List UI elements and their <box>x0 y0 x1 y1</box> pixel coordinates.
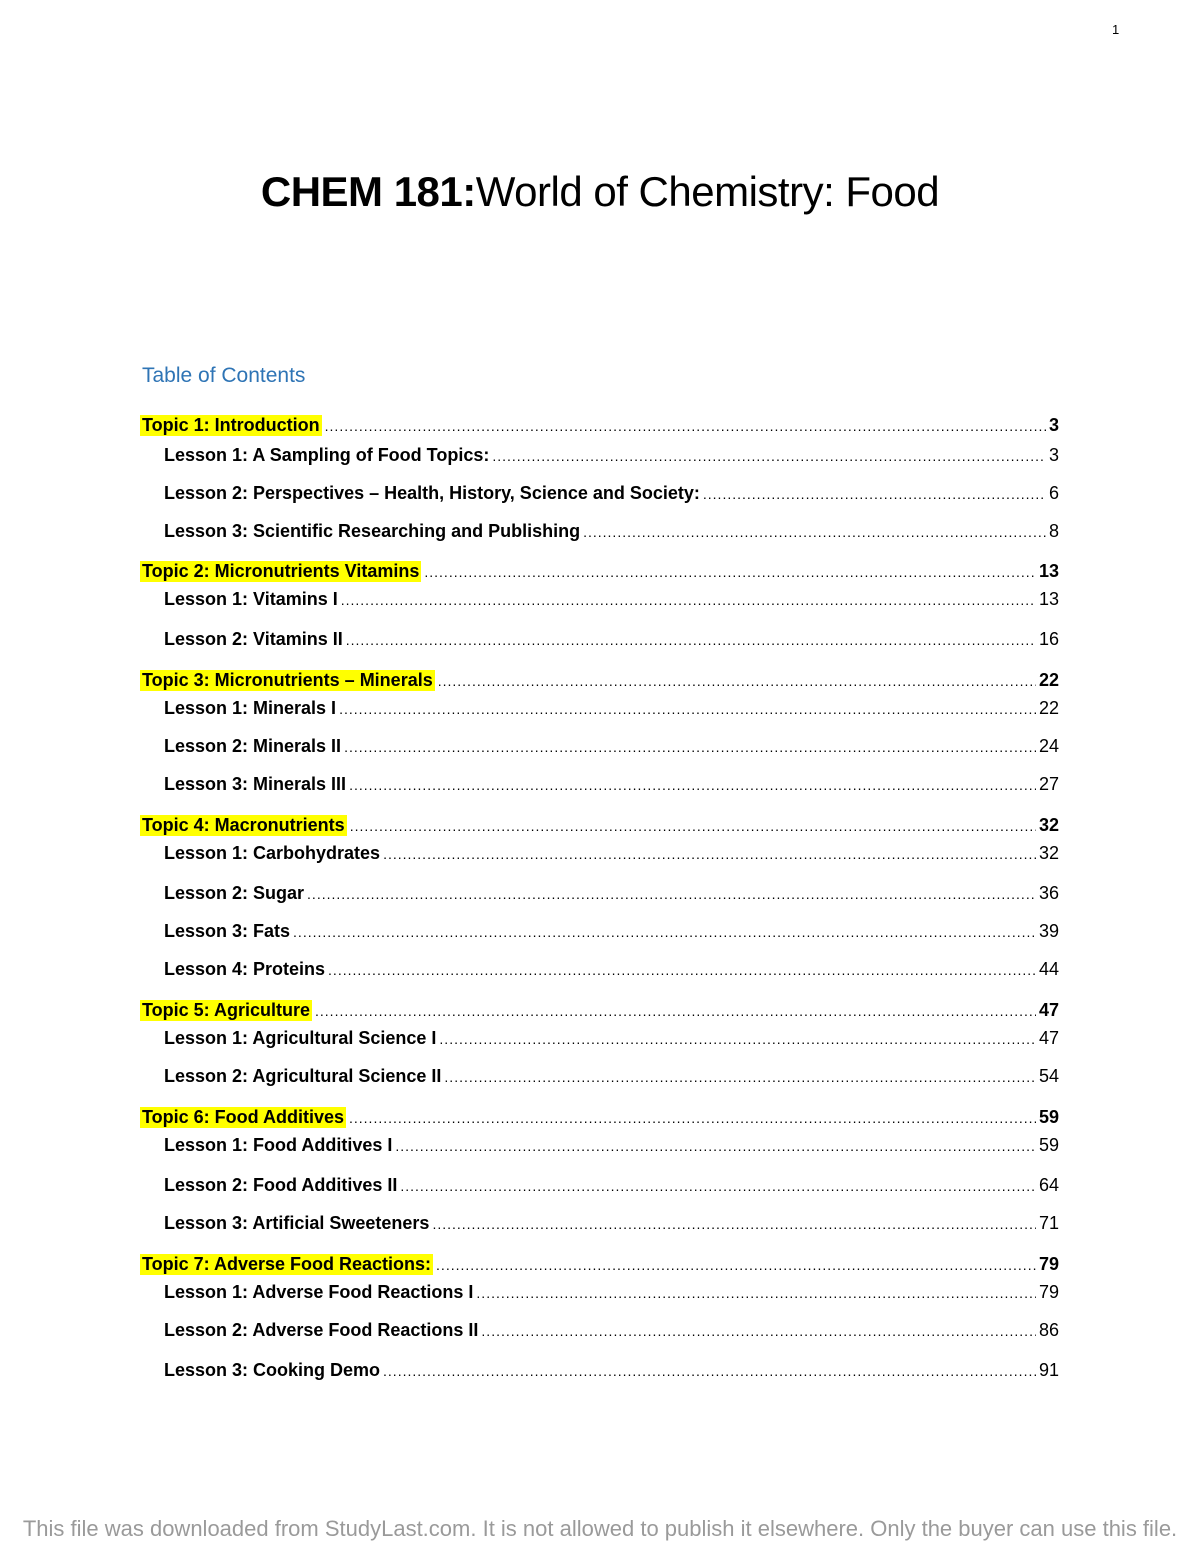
dot-leader <box>492 448 1046 464</box>
toc-lesson-entry[interactable] <box>164 843 1059 864</box>
dot-leader <box>349 1110 1036 1126</box>
lesson-label: Lesson 1: Vitamins I <box>164 589 338 609</box>
lesson-label: Lesson 2: Perspectives – Health, History, Science and Society: <box>164 483 700 503</box>
dot-leader <box>346 632 1036 648</box>
page-reference: 64 <box>1038 1175 1059 1195</box>
lesson-label: Lesson 1: A Sampling of Food Topics: <box>164 445 490 465</box>
page-reference: 27 <box>1038 774 1059 794</box>
lesson-label: Lesson 3: Scientific Researching and Publishing <box>164 521 581 541</box>
dot-leader <box>703 486 1046 502</box>
dot-leader <box>350 818 1036 834</box>
dot-leader <box>349 777 1036 793</box>
toc-lesson-entry[interactable] <box>164 589 1059 610</box>
page-reference: 6 <box>1048 483 1059 503</box>
toc-lesson-entry[interactable] <box>164 1028 1059 1049</box>
dot-leader <box>476 1285 1036 1301</box>
page-reference: 22 <box>1038 670 1059 690</box>
dot-leader <box>325 418 1046 434</box>
page-number: 1 <box>1112 22 1120 37</box>
page-reference: 8 <box>1048 521 1059 541</box>
page-reference: 32 <box>1038 843 1059 863</box>
toc-lesson-entry[interactable] <box>164 1175 1059 1196</box>
course-subtitle: World of Chemistry: Food <box>475 168 940 215</box>
dot-leader <box>583 524 1046 540</box>
toc-lesson-entry[interactable] <box>164 959 1059 980</box>
lesson-label: Lesson 4: Proteins <box>164 959 326 979</box>
dot-leader <box>293 924 1036 940</box>
dot-leader <box>307 886 1036 902</box>
topic-label: Topic 4: Macronutrients <box>142 815 345 835</box>
lesson-label: Lesson 2: Minerals II <box>164 736 342 756</box>
dot-leader <box>439 1031 1036 1047</box>
dot-leader <box>444 1069 1036 1085</box>
topic-label: Topic 3: Micronutrients – Minerals <box>142 670 433 690</box>
toc-topic-entry[interactable] <box>142 561 1059 582</box>
lesson-label: Lesson 2: Agricultural Science II <box>164 1066 442 1086</box>
dot-leader <box>400 1178 1036 1194</box>
lesson-label: Lesson 2: Food Additives II <box>164 1175 398 1195</box>
dot-leader <box>344 739 1036 755</box>
page-reference: 79 <box>1038 1282 1059 1302</box>
lesson-label: Lesson 3: Cooking Demo <box>164 1360 381 1380</box>
page-reference: 86 <box>1038 1320 1059 1340</box>
page-reference: 71 <box>1038 1213 1059 1233</box>
toc-lesson-entry[interactable] <box>164 483 1059 504</box>
page-reference: 13 <box>1038 589 1059 609</box>
toc-lesson-entry[interactable] <box>164 1320 1059 1341</box>
page-reference: 16 <box>1038 629 1059 649</box>
dot-leader <box>383 1363 1036 1379</box>
lesson-label: Lesson 2: Vitamins II <box>164 629 343 649</box>
toc-topic-entry[interactable] <box>142 1254 1059 1275</box>
toc-topic-entry[interactable] <box>142 1107 1059 1128</box>
page-reference: 39 <box>1038 921 1059 941</box>
download-notice: This file was downloaded from StudyLast.com. It is not allowed to publish it elsewhere. Only the buyer can use this file. <box>22 1516 1178 1541</box>
toc-lesson-entry[interactable] <box>164 629 1059 650</box>
lesson-label: Lesson 1: Adverse Food Reactions I <box>164 1282 474 1302</box>
page-reference: 13 <box>1038 561 1059 581</box>
toc-lesson-entry[interactable] <box>164 521 1059 542</box>
lesson-label: Lesson 1: Carbohydrates <box>164 843 381 863</box>
page-reference: 44 <box>1038 959 1059 979</box>
toc-topic-entry[interactable] <box>142 415 1059 436</box>
lesson-label: Lesson 2: Adverse Food Reactions II <box>164 1320 479 1340</box>
page-reference: 22 <box>1038 698 1059 718</box>
page-reference: 79 <box>1038 1254 1059 1274</box>
toc-lesson-entry[interactable] <box>164 698 1059 719</box>
dot-leader <box>424 564 1036 580</box>
page-reference: 59 <box>1038 1107 1059 1127</box>
topic-label: Topic 6: Food Additives <box>142 1107 344 1127</box>
lesson-label: Lesson 1: Agricultural Science I <box>164 1028 437 1048</box>
toc-topic-entry[interactable] <box>142 1000 1059 1021</box>
page-reference: 36 <box>1038 883 1059 903</box>
dot-leader <box>315 1003 1036 1019</box>
toc-lesson-entry[interactable] <box>164 774 1059 795</box>
lesson-label: Lesson 3: Minerals III <box>164 774 347 794</box>
dot-leader <box>339 701 1036 717</box>
topic-label: Topic 1: Introduction <box>142 415 320 435</box>
course-code: CHEM 181: <box>260 168 476 215</box>
dot-leader <box>481 1323 1036 1339</box>
page-reference: 59 <box>1038 1135 1059 1155</box>
dot-leader <box>438 673 1036 689</box>
topic-label: Topic 2: Micronutrients Vitamins <box>142 561 420 581</box>
toc-lesson-entry[interactable] <box>164 445 1059 466</box>
page-reference: 3 <box>1048 415 1059 435</box>
lesson-label: Lesson 3: Fats <box>164 921 291 941</box>
lesson-label: Lesson 3: Artificial Sweeteners <box>164 1213 430 1233</box>
toc-lesson-entry[interactable] <box>164 1282 1059 1303</box>
toc-lesson-entry[interactable] <box>164 1066 1059 1087</box>
page-reference: 47 <box>1038 1028 1059 1048</box>
page-reference: 47 <box>1038 1000 1059 1020</box>
page-reference: 32 <box>1038 815 1059 835</box>
page-reference: 24 <box>1038 736 1059 756</box>
dot-leader <box>395 1138 1036 1154</box>
page-reference: 91 <box>1038 1360 1059 1380</box>
page-reference: 54 <box>1038 1066 1059 1086</box>
toc-topic-entry[interactable] <box>142 670 1059 691</box>
toc-lesson-entry[interactable] <box>164 1135 1059 1156</box>
lesson-label: Lesson 1: Minerals I <box>164 698 337 718</box>
dot-leader <box>432 1216 1036 1232</box>
lesson-label: Lesson 1: Food Additives I <box>164 1135 393 1155</box>
toc-topic-entry[interactable] <box>142 815 1059 836</box>
toc-lesson-entry[interactable] <box>164 883 1059 904</box>
topic-label: Topic 7: Adverse Food Reactions: <box>142 1254 432 1274</box>
dot-leader <box>341 592 1036 608</box>
dot-leader <box>436 1257 1036 1273</box>
toc-lesson-entry[interactable] <box>164 736 1059 757</box>
topic-label: Topic 5: Agriculture <box>142 1000 311 1020</box>
toc-lesson-entry[interactable] <box>164 1360 1059 1381</box>
toc-lesson-entry[interactable] <box>164 1213 1059 1234</box>
dot-leader <box>328 962 1036 978</box>
toc-lesson-entry[interactable] <box>164 921 1059 942</box>
toc-heading: Table of Contents <box>142 364 306 387</box>
page-reference: 3 <box>1048 445 1059 465</box>
dot-leader <box>383 846 1036 862</box>
lesson-label: Lesson 2: Sugar <box>164 883 305 903</box>
